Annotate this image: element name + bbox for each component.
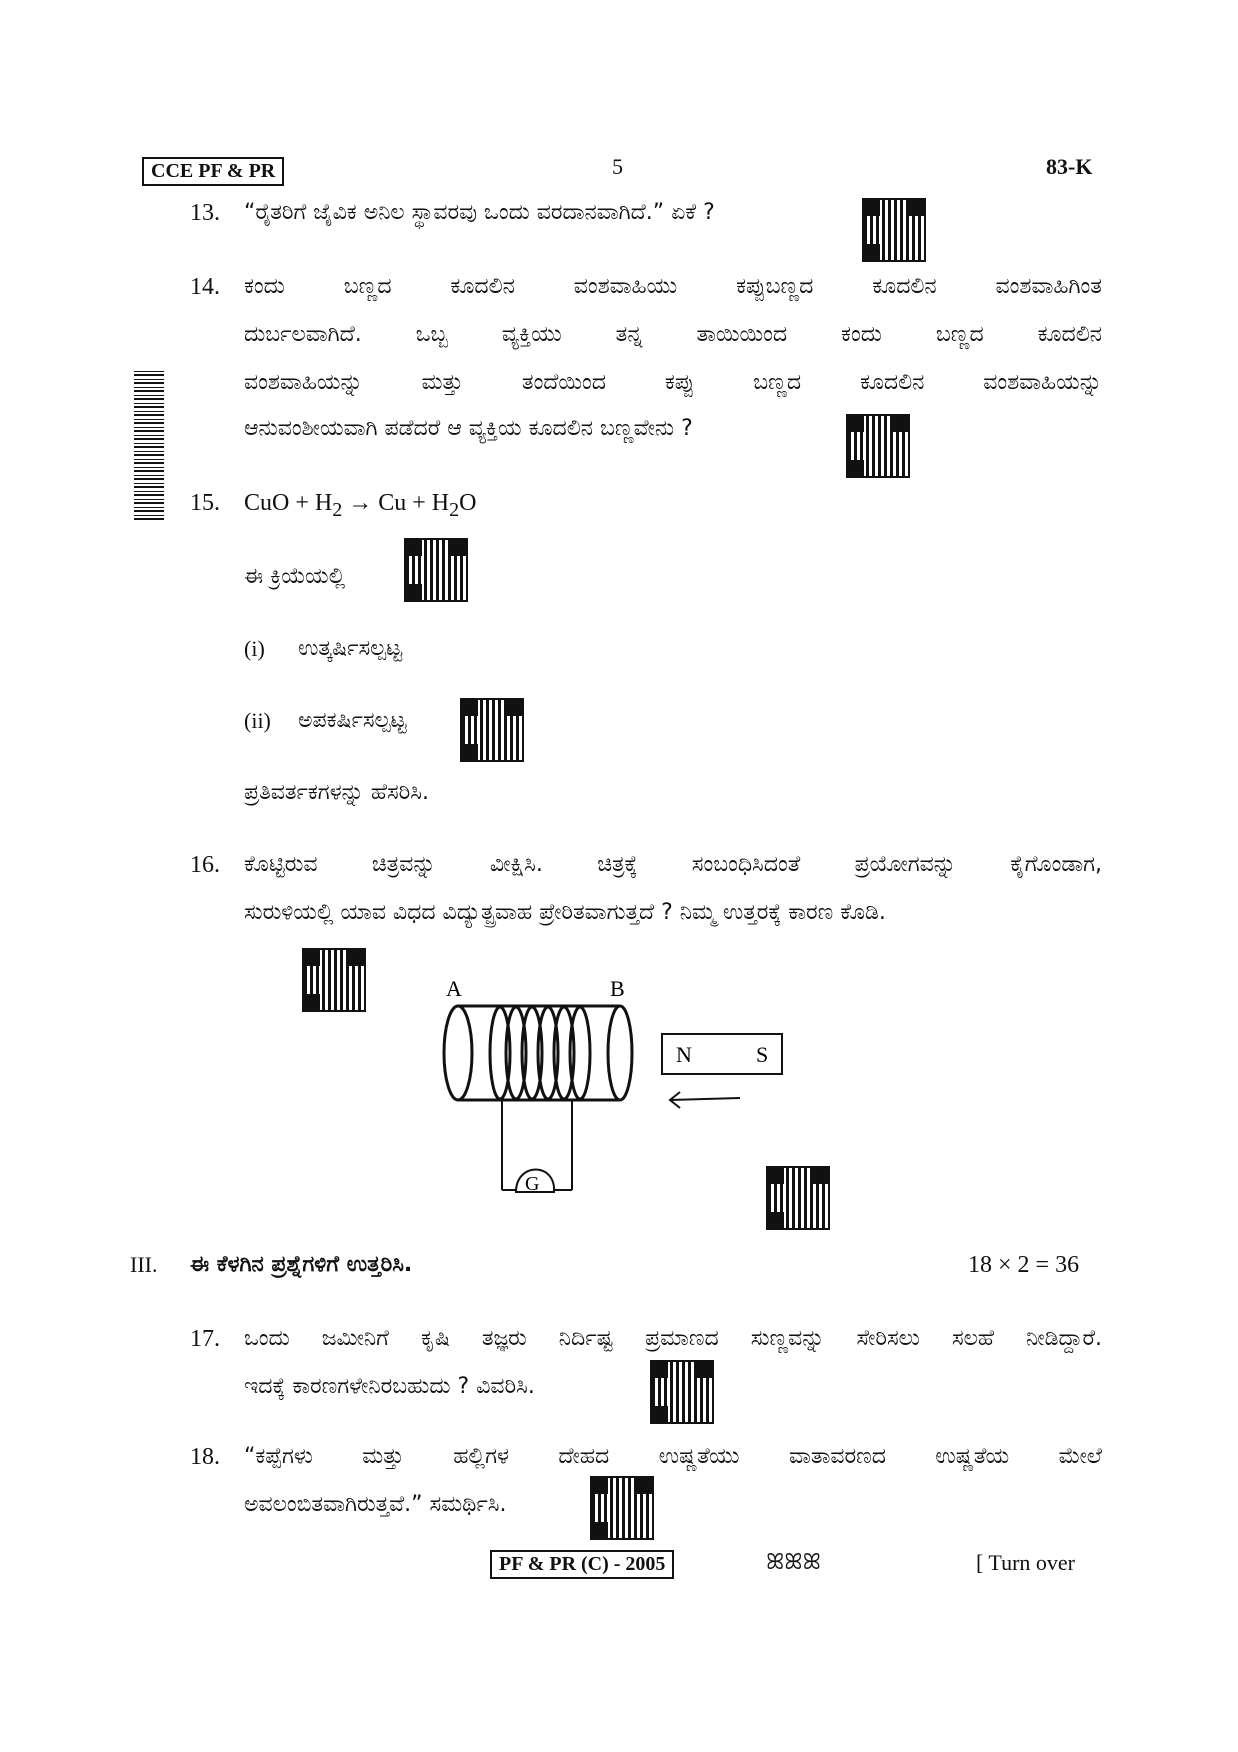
word: ಉಷ್ಣತೆಯು xyxy=(658,1444,740,1469)
word: ಮತ್ತು xyxy=(362,1444,404,1469)
reaction-arrow: → xyxy=(348,490,373,516)
word: ಬಣ್ಣದ xyxy=(935,322,984,347)
section-title: ಈ ಕೆಳಗಿನ ಪ್ರಶ್ನೆಗಳಿಗೆ ಉತ್ತರಿಸಿ. xyxy=(190,1252,413,1277)
qr-code xyxy=(862,198,926,262)
word: ಮೇಲೆ xyxy=(1058,1444,1102,1469)
qr-code xyxy=(650,1360,714,1424)
word: “ಕಪ್ಪೆಗಳು xyxy=(244,1444,313,1469)
option-ii-text: ಅಪಕರ್ಷಿಸಲ್ಪಟ್ಟ xyxy=(298,708,407,733)
word: ತಾಯಿಯಿಂದ xyxy=(696,322,788,347)
chemical-equation xyxy=(244,490,476,522)
question-14-number: 14. xyxy=(190,274,220,300)
word: ಒಂದು xyxy=(244,1326,290,1351)
word: ಚಿತ್ರಕ್ಕೆ xyxy=(597,852,638,877)
word: ಉಷ್ಣತೆಯ xyxy=(935,1444,1010,1469)
word: ದುರ್ಬಲವಾಗಿದೆ. xyxy=(244,322,362,347)
motion-arrow-icon xyxy=(670,1092,740,1108)
coil-end-b-label: B xyxy=(610,976,625,1001)
word: ಸುಣ್ಣವನ್ನು xyxy=(750,1326,825,1351)
question-15-intro: ಈ ಕ್ರಿಯೆಯಲ್ಲಿ xyxy=(244,564,346,589)
qr-code xyxy=(846,414,910,478)
coil-end-a-label: A xyxy=(446,976,462,1001)
word: ಕೃಷಿ xyxy=(420,1326,450,1351)
word: ಸಲಹೆ xyxy=(951,1326,995,1351)
qr-code xyxy=(766,1166,830,1230)
word: ವಂಶವಾಹಿಯು xyxy=(573,274,678,299)
paper-series-code: PF & PR (C) - 2005 xyxy=(490,1550,674,1579)
subscript: 2 xyxy=(332,498,343,521)
equation-part: O xyxy=(459,490,477,516)
word: ಮತ್ತು xyxy=(421,370,464,395)
word: ಪ್ರಯೋಗವನ್ನು xyxy=(854,852,956,877)
word: ತಂದೆಯಿಂದ xyxy=(521,370,606,395)
question-14-line-1 xyxy=(244,274,1102,299)
question-14-line-4: ಆನುವಂಶೀಯವಾಗಿ ಪಡೆದರೆ ಆ ವ್ಯಕ್ತಿಯ ಕೂದಲಿನ ಬಣ್ಣವೇನು ? xyxy=(244,416,693,441)
question-16-line-1 xyxy=(244,852,1102,877)
word: ಕೂದಲಿನ xyxy=(872,274,937,299)
word: ವ್ಯಕ್ತಿಯು xyxy=(501,322,562,347)
word: ಕಂದು xyxy=(841,322,882,347)
equation-part: Cu + H xyxy=(378,490,450,516)
word: ವಂಶವಾಹಿಯನ್ನು xyxy=(244,370,363,395)
side-barcode xyxy=(134,370,164,520)
word: ಕೂದಲಿನ xyxy=(1037,322,1102,347)
bar-magnet xyxy=(662,1034,782,1074)
word: ದೇಹದ xyxy=(558,1444,610,1469)
section-number: III. xyxy=(130,1252,158,1277)
question-14-line-3 xyxy=(244,370,1102,395)
galvanometer xyxy=(516,1170,554,1196)
word: ಸಂಬಂಧಿಸಿದಂತೆ xyxy=(691,852,801,877)
section-marks: 18 × 2 = 36 xyxy=(968,1252,1080,1278)
question-16-line-2: ಸುರುಳಿಯಲ್ಲಿ ಯಾವ ವಿಧದ ವಿದ್ಯುತ್ಪ್ರವಾಹ ಪ್ರೇರಿತವಾಗುತ್ತದೆ ? ನಿಮ್ಮ ಉತ್ತರಕ್ಕೆ ಕಾರಣ ಕೊಡಿ. xyxy=(244,900,886,925)
question-15-closing: ಪ್ರತಿವರ್ತಕಗಳನ್ನು ಹೆಸರಿಸಿ. xyxy=(244,780,429,805)
footer-ornament: ꕤꕤꕤ xyxy=(766,1550,821,1575)
word: ತನ್ನ xyxy=(615,322,643,347)
paper-code-left: CCE PF & PR xyxy=(142,157,284,186)
word: ಚಿತ್ರವನ್ನು xyxy=(371,852,436,877)
word: ಬಣ್ಣದ xyxy=(343,274,392,299)
question-17-line-1 xyxy=(244,1326,1102,1351)
word: ಕೂದಲಿನ xyxy=(859,370,925,395)
qr-code xyxy=(302,948,366,1012)
question-16-number: 16. xyxy=(190,852,220,878)
qr-code xyxy=(404,538,468,602)
question-14-line-2 xyxy=(244,322,1102,347)
qr-code xyxy=(460,698,524,762)
word: ಹಲ್ಲಿಗಳ xyxy=(453,1444,509,1469)
word: ನಿರ್ದಿಷ್ಟ xyxy=(558,1326,614,1351)
magnet-north-label: N xyxy=(676,1042,692,1067)
word: ಪ್ರಮಾಣದ xyxy=(645,1326,719,1351)
word: ಕಪ್ಪುಬಣ್ಣದ xyxy=(736,274,814,299)
galvanometer-label: G xyxy=(525,1173,540,1195)
word: ಒಬ್ಬ xyxy=(415,322,448,347)
induction-figure xyxy=(430,970,810,1210)
question-17-line-2: ಇದಕ್ಕೆ ಕಾರಣಗಳೇನಿರಬಹುದು ? ವಿವರಿಸಿ. xyxy=(244,1374,535,1399)
word: ವಂಶವಾಹಿಗಿಂತ xyxy=(995,274,1102,299)
word: ಕೊಟ್ಟಿರುವ xyxy=(244,852,318,877)
word: ಕಪ್ಪು xyxy=(664,370,695,395)
option-ii-label: (ii) xyxy=(244,708,271,733)
word: ಕೂದಲಿನ xyxy=(450,274,515,299)
turn-over-note: [ Turn over xyxy=(976,1550,1076,1575)
question-13-number: 13. xyxy=(190,200,220,226)
word: ತಜ್ಞರು xyxy=(481,1326,527,1351)
question-17-number: 17. xyxy=(190,1326,220,1352)
paper-code-right: 83-K xyxy=(1046,154,1093,179)
option-i-label: (i) xyxy=(244,636,265,661)
question-18-line-1 xyxy=(244,1444,1102,1469)
question-18-number: 18. xyxy=(190,1444,220,1470)
word: ಬಣ್ಣದ xyxy=(753,370,802,395)
word: ವಾತಾವರಣದ xyxy=(789,1444,886,1469)
option-i-text: ಉತ್ಕರ್ಷಿಸಲ್ಪಟ್ಟ xyxy=(298,636,403,661)
magnet-south-label: S xyxy=(756,1042,769,1067)
question-13-text: “ರೈತರಿಗೆ ಜೈವಿಕ ಅನಿಲ ಸ್ಥಾವರವು ಒಂದು ವರದಾನವಾಗಿದೆ.” ಏಕೆ ? xyxy=(244,200,715,225)
question-18-line-2: ಅವಲಂಬಿತವಾಗಿರುತ್ತವೆ.” ಸಮರ್ಥಿಸಿ. xyxy=(244,1492,507,1517)
word: ನೀಡಿದ್ದಾರೆ. xyxy=(1026,1326,1102,1351)
subscript: 2 xyxy=(449,498,460,521)
word: ಜಮೀನಿಗೆ xyxy=(321,1326,389,1351)
word: ಕಂದು xyxy=(244,274,285,299)
word: ವಂಶವಾಹಿಯನ್ನು xyxy=(983,370,1102,395)
qr-code xyxy=(590,1476,654,1540)
word: ಕೈಗೊಂಡಾಗ, xyxy=(1010,852,1102,877)
equation-part: CuO + H xyxy=(244,490,333,516)
word: ವೀಕ್ಷಿಸಿ. xyxy=(489,852,543,877)
question-15-number: 15. xyxy=(190,490,220,516)
coil xyxy=(444,1006,632,1100)
word: ಸೇರಿಸಲು xyxy=(856,1326,920,1351)
page-number: 5 xyxy=(612,154,623,179)
